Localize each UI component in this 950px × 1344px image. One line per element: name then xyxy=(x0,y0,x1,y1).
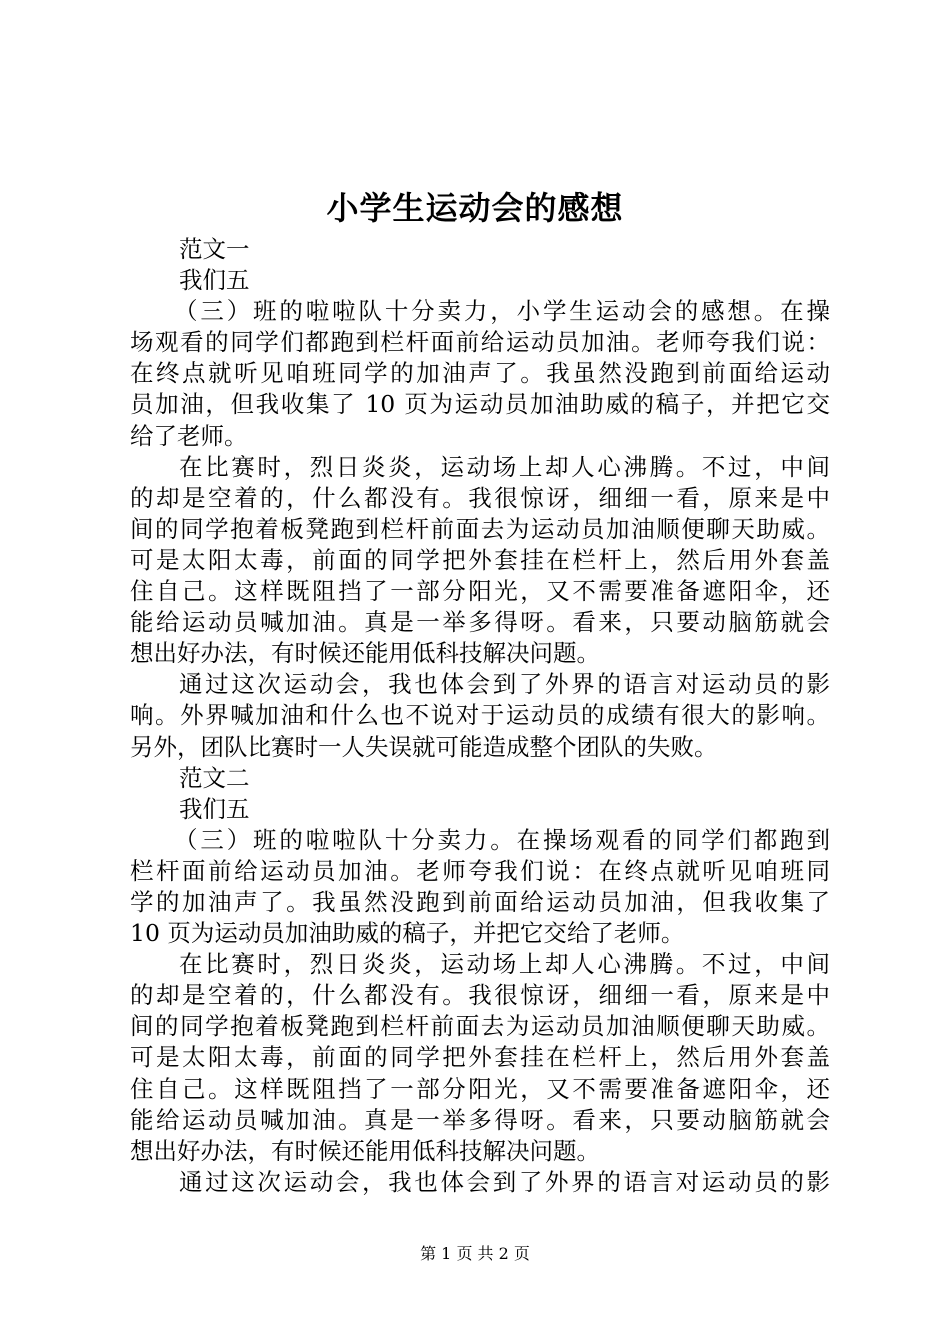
text-line: 住自己。这样既阻挡了一部分阳光，又不需要准备遮阳伞，还 xyxy=(130,1074,830,1103)
text-line: 学的加油声了。我虽然没跑到前面给运动员加油，但我收集了 xyxy=(130,887,830,916)
document-title: 小学生运动会的感想 xyxy=(326,189,624,227)
text-line: 想出好办法，有时候还能用低科技解决问题。 xyxy=(130,1136,600,1165)
text-line: 我们五 xyxy=(179,794,250,823)
text-line: 间的同学抱着板凳跑到栏杆前面去为运动员加油顺便聊天助威。 xyxy=(130,514,830,543)
document-body xyxy=(130,234,830,1198)
text-line: 在比赛时，烈日炎炎，运动场上却人心沸腾。不过，中间 xyxy=(179,452,830,481)
text-line: 响。外界喊加油和什么也不说对于运动员的成绩有很大的影响。 xyxy=(130,701,830,730)
page-footer: 第 1 页 共 2 页 xyxy=(420,1244,530,1263)
text-line: 范文二 xyxy=(179,763,250,792)
text-line: 间的同学抱着板凳跑到栏杆前面去为运动员加油顺便聊天助威。 xyxy=(130,1012,830,1041)
text-line: 栏杆面前给运动员加油。老师夸我们说：在终点就听见咱班同 xyxy=(130,856,830,885)
text-line: 场观看的同学们都跑到栏杆面前给运动员加油。老师夸我们说： xyxy=(130,328,830,357)
text-line: 10 页为运动员加油助威的稿子，并把它交给了老师。 xyxy=(130,919,685,948)
text-line: 可是太阳太毒，前面的同学把外套挂在栏杆上，然后用外套盖 xyxy=(130,1043,830,1072)
text-line: 的却是空着的，什么都没有。我很惊讶，细细一看，原来是中 xyxy=(130,483,830,512)
text-line: 给了老师。 xyxy=(130,421,248,450)
text-line: 住自己。这样既阻挡了一部分阳光，又不需要准备遮阳伞，还 xyxy=(130,577,830,606)
text-line: 通过这次运动会，我也体会到了外界的语言对运动员的影 xyxy=(179,670,830,699)
text-line: 范文一 xyxy=(179,235,250,263)
text-line: 在比赛时，烈日炎炎，运动场上却人心沸腾。不过，中间 xyxy=(179,950,830,979)
text-line: 的却是空着的，什么都没有。我很惊讶，细细一看，原来是中 xyxy=(130,981,830,1010)
text-line: 能给运动员喊加油。真是一举多得呀。看来，只要动脑筋就会 xyxy=(130,1105,830,1134)
text-line: 通过这次运动会，我也体会到了外界的语言对运动员的影 xyxy=(179,1167,830,1196)
text-line: 想出好办法，有时候还能用低科技解决问题。 xyxy=(130,639,600,668)
text-line: 可是太阳太毒，前面的同学把外套挂在栏杆上，然后用外套盖 xyxy=(130,545,830,574)
text-line: 员加油，但我收集了 10 页为运动员加油助威的稿子，并把它交 xyxy=(130,390,830,419)
text-line: 在终点就听见咱班同学的加油声了。我虽然没跑到前面给运动 xyxy=(130,359,830,388)
text-line: 能给运动员喊加油。真是一举多得呀。看来，只要动脑筋就会 xyxy=(130,608,830,637)
text-line: 另外，团队比赛时一人失误就可能造成整个团队的失败。 xyxy=(130,732,718,761)
text-line: （三）班的啦啦队十分卖力。在操场观看的同学们都跑到 xyxy=(174,825,830,854)
text-line: （三）班的啦啦队十分卖力，小学生运动会的感想。在操 xyxy=(174,297,830,326)
text-line: 我们五 xyxy=(179,266,250,295)
